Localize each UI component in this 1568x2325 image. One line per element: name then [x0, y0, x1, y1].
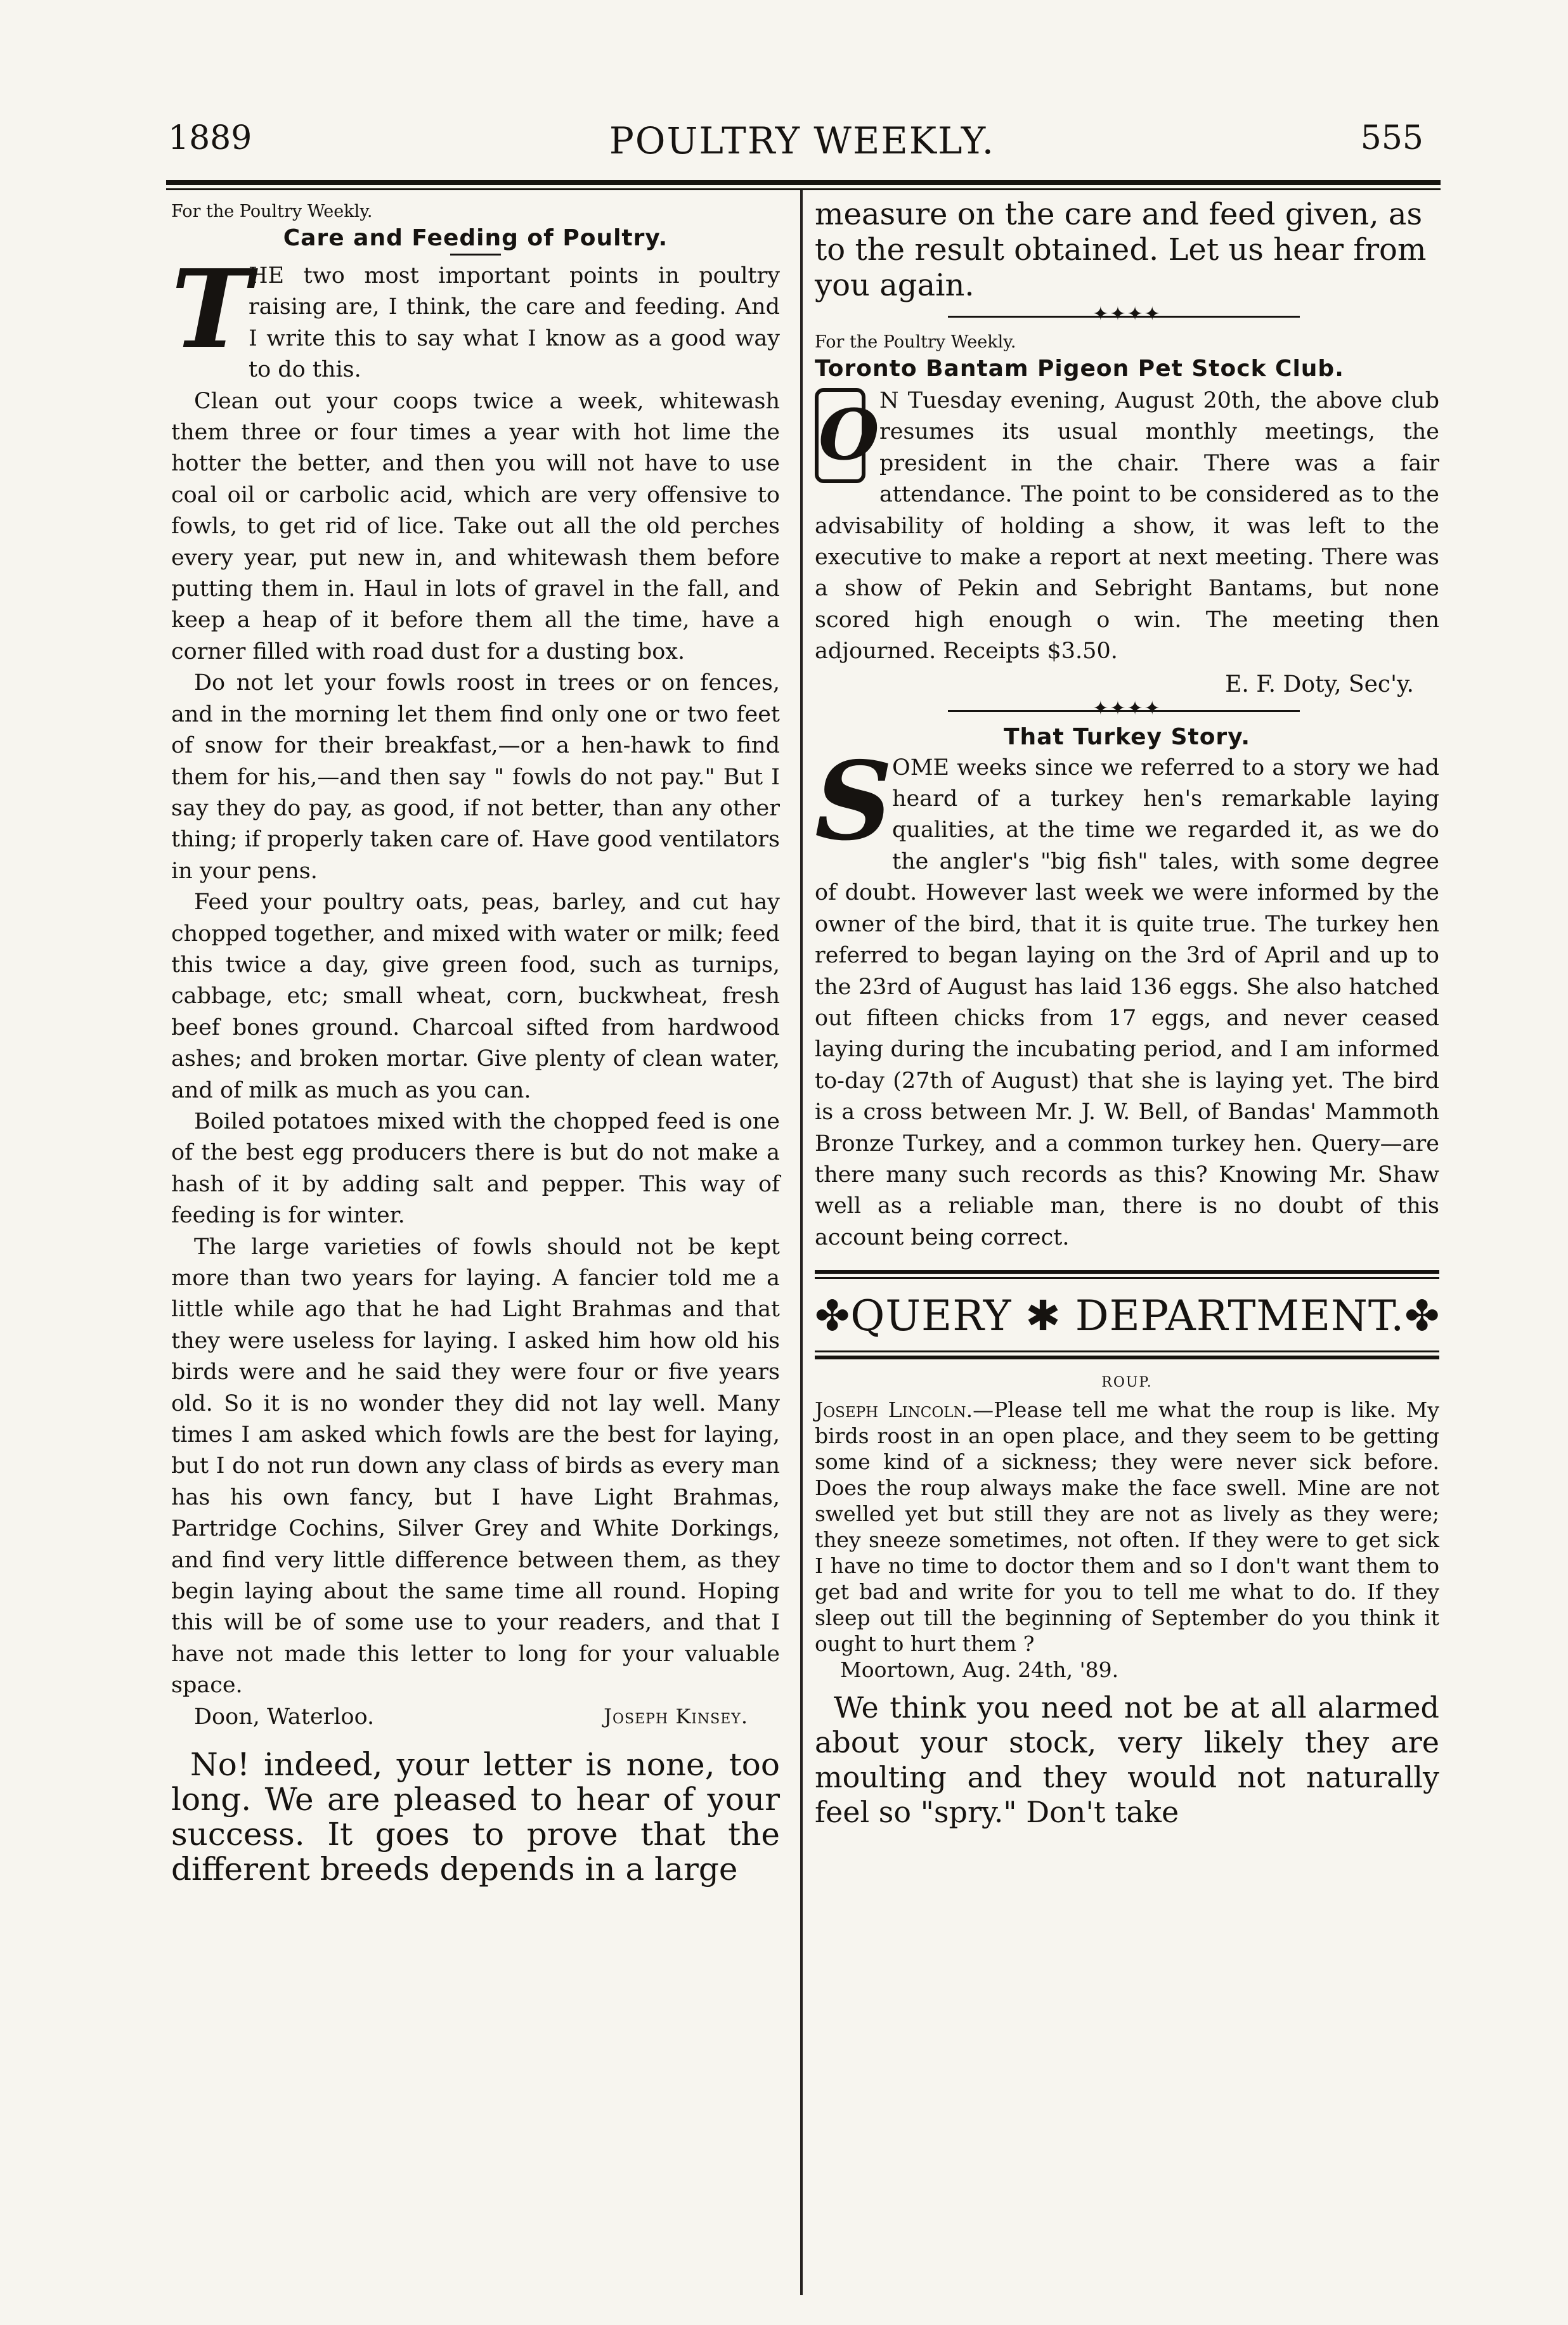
paragraph: The large varieties of fowls should not be kept more than two years for laying. A fancier told me a little while ago that he had Light Brahmas and that they were useless for laying. I asked him how old his birds were and he said they were four or five years old. So it is no wonder they did not lay well. Many times I am asked which fowls are the best for laying, but I do not run down any class of birds as every man has his own fancy, but I have Light Brahmas, Partridge Cochins, Silver Grey and White Dorkings, and find very little difference between them, as they begin laying about the same time all round. Hoping this will be of some use to your readers, and that I have not made this letter to long for your valuable space.	[171, 1234, 780, 1699]
paragraph	[815, 385, 1439, 668]
query-text: —Please tell me what the roup is like. My birds roost in an open place, and they seem to be getting some kind of a sickness; they were never sick before. Does the roup always make the face swell. Mine are not swelled yet but still they are not as lively as they were; they sneeze sometimes, not often. If they were to get sick I have no time to doctor them and so I don't want them to get bad and write for you to tell me what to do. If they sleep out till the beginning of September do you think it ought to hurt them ?	[815, 1397, 1439, 1657]
paragraph: Boiled potatoes mixed with the chopped feed is one of the best egg producers there is but do not make a hash of it by adding salt and pepper. This way of feeding is for winter.	[171, 1108, 780, 1229]
drop-cap: T	[171, 246, 252, 373]
right-column	[815, 197, 1439, 1830]
article-title: Care and Feeding of Poultry.	[283, 225, 668, 251]
article-title: Toronto Bantam Pigeon Pet Stock Club.	[815, 356, 1344, 382]
continued-reply: measure on the care and feed given, as to the result obtained. Let us hear from you again.	[815, 197, 1427, 303]
header-rule-thick	[166, 180, 1441, 185]
query-answer-text: We think you need not be at all alarmed about your stock, very likely they are moulting and they would not naturally feel so "spry." Don't take	[815, 1690, 1439, 1830]
paragraph-text: N Tuesday evening, August 20th, the above club resumes its usual monthly meetings, the president in the chair. There was a fair attendance. The point to be considered as to the advisability of holding a show, it was left to the executive to make a report at next meeting. There was a show of Pekin and Sebright Bantams, but none scored high enough o win. The meeting then adjourned. Receipts $3.50.	[815, 388, 1439, 664]
title-rule	[450, 254, 501, 256]
query-dateline: Moortown, Aug. 24th, '89.	[840, 1657, 1119, 1683]
secretary-signature: E. F. Doty, Sec'y.	[1225, 671, 1414, 697]
ornamental-rule	[815, 697, 1439, 720]
section-rule	[815, 1277, 1439, 1279]
page-header	[168, 119, 1436, 170]
signature-place: Doon, Waterloo.	[194, 1704, 375, 1730]
section-rule	[815, 1270, 1439, 1274]
ornamental-rule	[815, 303, 1439, 326]
header-rule-thin	[166, 188, 1441, 190]
paragraph: Feed your poultry oats, peas, barley, and cut hay chopped together, and mixed with water or milk; feed this twice a day, give green food, such as turnips, cabbage, etc; small wheat, corn, buckwheat, fresh beef bones ground. Charcoal sifted from hardwood ashes; and broken mortar. Give plenty of clean water, and of milk as much as you can.	[171, 890, 780, 1103]
header-title: POULTRY WEEKLY.	[609, 119, 995, 162]
header-year: 1889	[168, 119, 252, 157]
paragraph-text: HE two most important points in poultry raising are, I think, the care and feeding. And I write this to say what I know as a good way to do this.	[249, 263, 780, 383]
paragraph	[815, 737, 1439, 1254]
editor-reply-text: No! indeed, your letter is none, too long. We are pleased to hear of your success. It goes to prove that the different breeds depends in a large	[171, 1745, 780, 1888]
drop-cap: O	[815, 388, 865, 483]
query-body	[815, 1397, 1439, 1657]
turkey-article-body	[815, 737, 1439, 1254]
paragraph	[171, 246, 780, 386]
club-article-body	[815, 385, 1439, 668]
signature-name: Joseph Kinsey.	[604, 1704, 748, 1728]
signature-row	[171, 1704, 780, 1736]
ornament: ✦✦✦✦	[1092, 303, 1162, 325]
header-page-number: 555	[1360, 119, 1423, 157]
left-column	[171, 197, 780, 1887]
query-author: Joseph Lincoln.	[815, 1397, 973, 1423]
section-rule	[815, 1350, 1439, 1352]
editor-reply	[171, 1747, 780, 1887]
column-divider	[800, 190, 803, 2295]
query-heading: ROUP.	[1101, 1375, 1153, 1391]
paragraph: Do not let your fowls roost in trees or on fences, and in the morning let them find only one or two feet of snow for their breakfast,—or a hen-hawk to find them for his,—and then say " fowls do not pay." But I say they do pay, as good, if not better, than any other thing; if properly taken care of. Have good ventilators in your pens.	[171, 670, 780, 884]
ornament: ✦✦✦✦	[1092, 697, 1162, 720]
article-body	[171, 246, 780, 1702]
department-title: ✤QUERY ✱ DEPARTMENT.✤	[815, 1292, 1441, 1341]
paragraph: Clean out your coops twice a week, whitewash them three or four times a year with hot lime the hotter the better, and then you will not have to use coal oil or carbolic acid, which are very offensive to fowls, to get rid of lice. Take out all the old perches every year, put new in, and whitewash them before putting them in. Haul in lots of gravel in the fall, and keep a heap of it before them all the time, have a corner filled with road dust for a dusting box.	[171, 388, 780, 664]
article-credit: For the Poultry Weekly.	[171, 202, 373, 221]
article-credit: For the Poultry Weekly.	[815, 332, 1016, 352]
drop-cap: S	[815, 737, 893, 865]
section-rule	[815, 1356, 1439, 1359]
paragraph-text: OME weeks since we referred to a story we had heard of a turkey hen's remarkable laying qualities, at the time we regarded it, as we do the angler's "big fish" tales, with some degree of doubt. However last week we were informed by the owner of the bird, that it is quite true. The turkey hen referred to began laying on the 3rd of April and up to the 23rd of August has laid 136 eggs. She also hatched out fifteen chicks from 17 eggs, and never ceased laying during the incubating period, and I am informed to-day (27th of August) that she is laying yet. The bird is a cross between Mr. J. W. Bell, of Bandas' Mammoth Bronze Turkey, and a common turkey hen. Query—are there many such records as this? Knowing Mr. Shaw well as a reliable man, there is no doubt of this account being correct.	[815, 754, 1439, 1250]
article-title: That Turkey Story.	[1003, 723, 1251, 750]
query-answer	[815, 1690, 1439, 1830]
